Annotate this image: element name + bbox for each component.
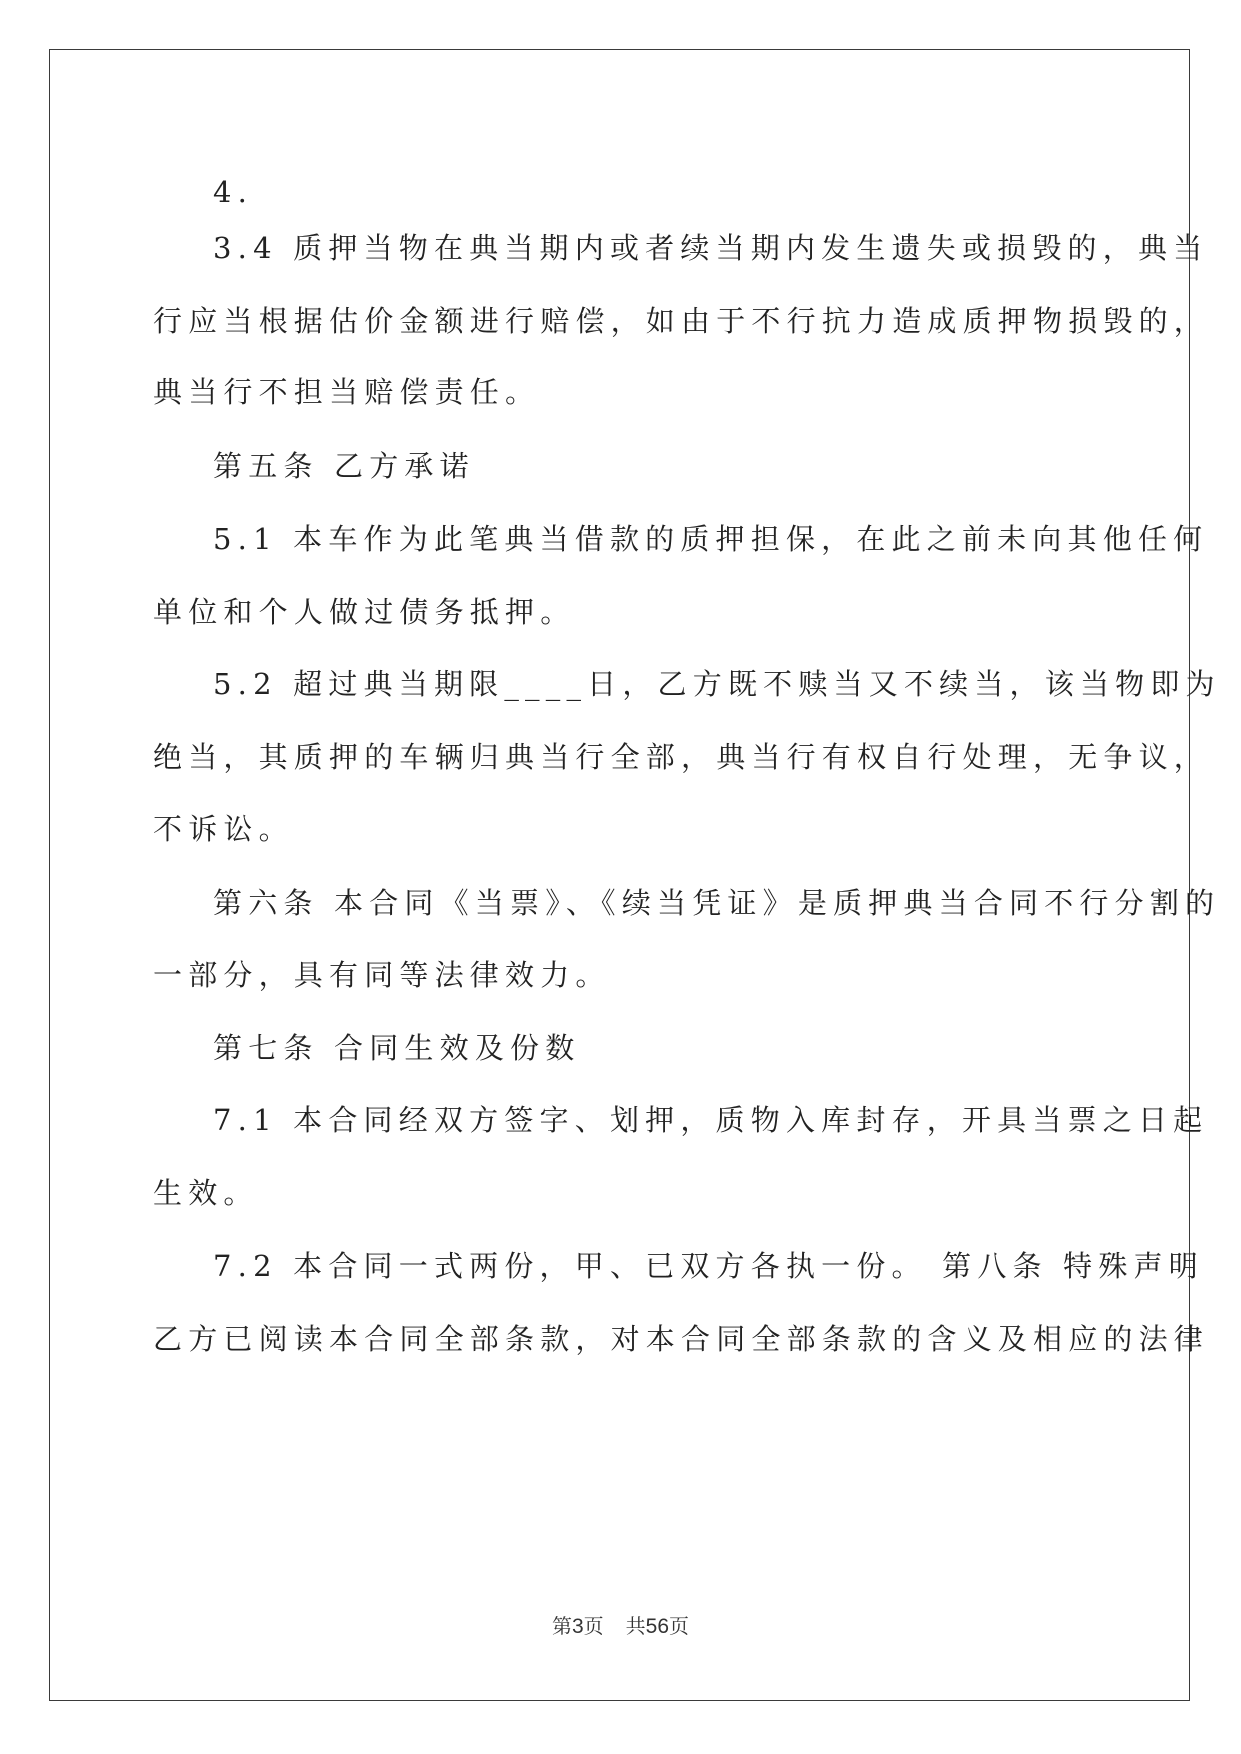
text-line-1: 4. bbox=[213, 175, 254, 209]
text-line-2: 3.4 质押当物在典当期内或者续当期内发生遗失或损毁的，典当 bbox=[213, 231, 1209, 265]
section-heading-7: 第七条 合同生效及份数 bbox=[213, 1031, 581, 1065]
section-heading-5: 第五条 乙方承诺 bbox=[213, 449, 475, 483]
text-line-9: 绝当，其质押的车辆归典当行全部，典当行有权自行处理，无争议， bbox=[153, 740, 1210, 774]
footer-total-pages: 56 bbox=[645, 1615, 670, 1638]
page-border bbox=[49, 49, 1221, 1701]
text-line-12: 一部分，具有同等法律效力。 bbox=[153, 958, 611, 992]
text-line-6: 5.1 本车作为此笔典当借款的质押担保，在此之前未向其他任何 bbox=[213, 522, 1209, 556]
page-footer bbox=[0, 1613, 1241, 1640]
footer-page-prefix: 第 bbox=[551, 1614, 572, 1638]
text-line-17: 乙方已阅读本合同全部条款，对本合同全部条款的含义及相应的法律 bbox=[153, 1322, 1210, 1356]
text-line-3: 行应当根据估价金额进行赔偿，如由于不行抗力造成质押物损毁的， bbox=[153, 304, 1210, 338]
text-line-15: 生效。 bbox=[153, 1176, 259, 1210]
text-line-10: 不诉讼。 bbox=[153, 812, 294, 846]
text-line-14: 7.1 本合同经双方签字、划押，质物入库封存，开具当票之日起 bbox=[213, 1103, 1209, 1137]
footer-total-prefix: 共 bbox=[625, 1614, 646, 1638]
footer-page-number: 3 bbox=[571, 1615, 584, 1638]
text-line-7: 单位和个人做过债务抵押。 bbox=[153, 595, 576, 629]
text-line-8: 5.2 超过典当期限____日，乙方既不赎当又不续当，该当物即为 bbox=[213, 667, 1221, 701]
text-line-4: 典当行不担当赔偿责任。 bbox=[153, 375, 541, 409]
footer-page-suffix: 页 bbox=[583, 1614, 604, 1638]
footer-total-suffix: 页 bbox=[669, 1614, 690, 1638]
text-line-16: 7.2 本合同一式两份，甲、已双方各执一份。 第八条 特殊声明 bbox=[213, 1249, 1204, 1283]
section-heading-6: 第六条 本合同《当票》、《续当凭证》是质押典当合同不行分割的 bbox=[213, 886, 1221, 920]
